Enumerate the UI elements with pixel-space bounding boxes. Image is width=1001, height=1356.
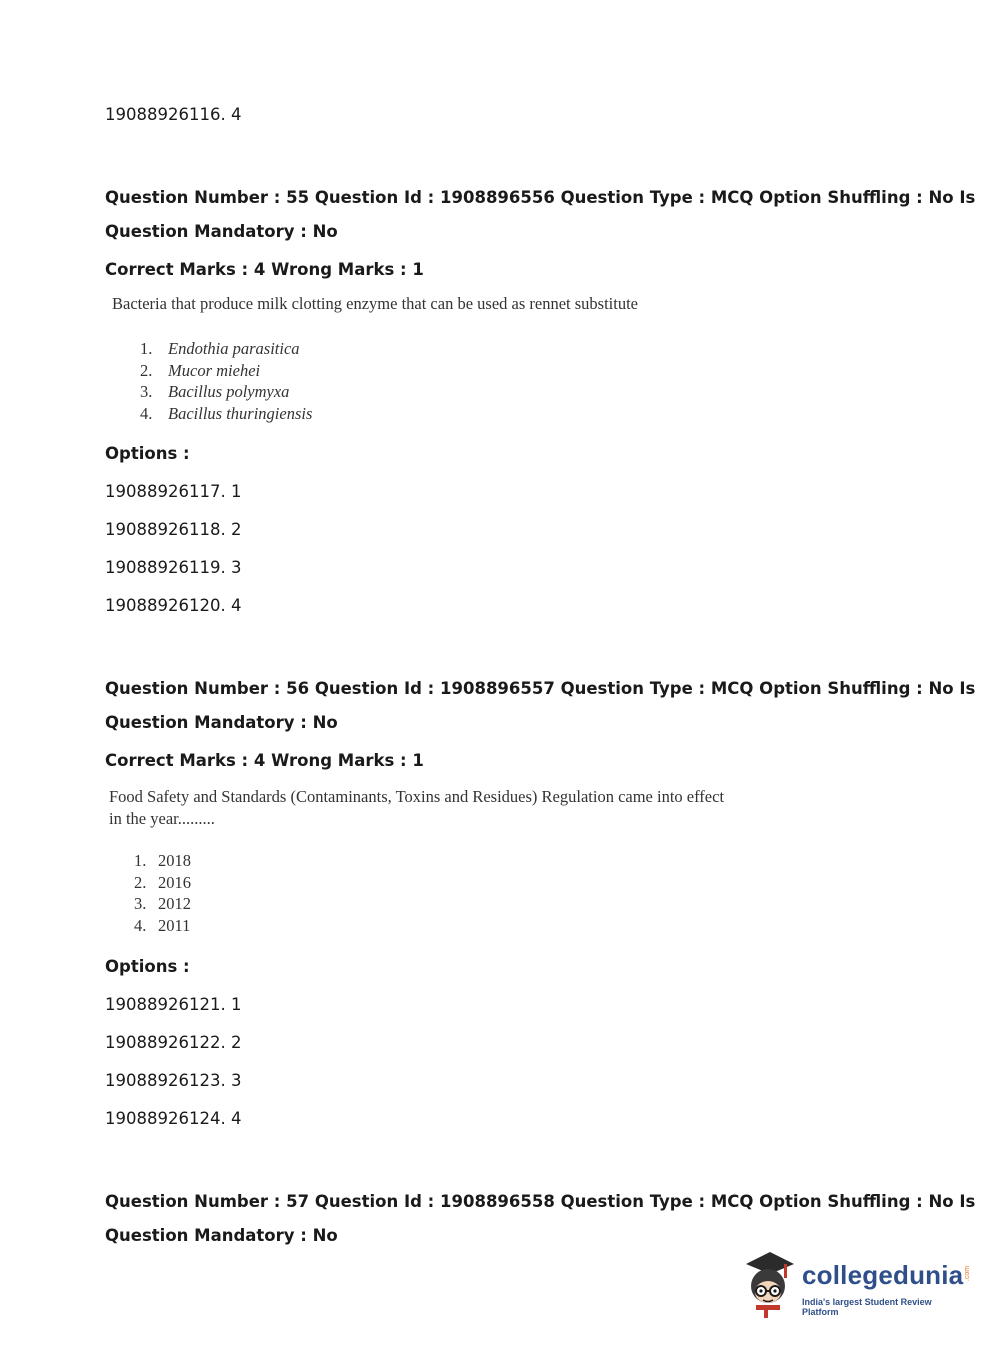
list-item: 3. 2012 — [134, 894, 191, 913]
option-q54-4: 19088926116. 4 — [105, 105, 242, 124]
q55-option-2: 19088926118. 2 — [105, 520, 242, 539]
logo-suffix: .com — [964, 1265, 972, 1282]
q55-marks: Correct Marks : 4 Wrong Marks : 1 — [105, 260, 424, 279]
q56-question-text-line2: in the year......... — [109, 809, 215, 828]
q56-question-text-line1: Food Safety and Standards (Contaminants, Toxins and Residues) Regulation came into effect — [109, 787, 725, 806]
q55-choice-list — [140, 338, 312, 424]
list-item: 4. 2011 — [134, 915, 191, 935]
logo-wordmark: collegedunia — [802, 1260, 964, 1290]
q55-header: Question Number : 55 Question Id : 1908896556 Question Type : MCQ Option Shuffling : No Is — [105, 188, 976, 207]
q56-options-label: Options : — [105, 957, 190, 976]
list-item: 1. 2018 — [134, 851, 191, 870]
list-item: 1. Endothia parasitica — [140, 339, 300, 358]
q55-options-label: Options : — [105, 444, 190, 463]
q57-mandatory: Question Mandatory : No — [105, 1226, 338, 1245]
q56-option-3: 19088926123. 3 — [105, 1071, 242, 1090]
list-item: 2. Mucor miehei — [140, 360, 261, 380]
q56-header: Question Number : 56 Question Id : 1908896557 Question Type : MCQ Option Shuffling : No Is — [105, 679, 976, 698]
q55-question-text: Bacteria that produce milk clotting enzyme that can be used as rennet substitute — [112, 294, 638, 313]
q55-mandatory: Question Mandatory : No — [105, 222, 338, 241]
q55-option-4: 19088926120. 4 — [105, 596, 242, 615]
q56-marks: Correct Marks : 4 Wrong Marks : 1 — [105, 751, 424, 770]
q56-option-4: 19088926124. 4 — [105, 1109, 242, 1128]
q55-option-1: 19088926117. 1 — [105, 482, 242, 501]
collegedunia-logo[interactable] — [740, 1250, 970, 1320]
list-item: 4. Bacillus thuringiensis — [140, 403, 313, 423]
q55-option-3: 19088926119. 3 — [105, 558, 242, 577]
list-item: 2. 2016 — [134, 872, 191, 892]
q56-mandatory: Question Mandatory : No — [105, 713, 338, 732]
q57-header: Question Number : 57 Question Id : 1908896558 Question Type : MCQ Option Shuffling : No Is — [105, 1192, 976, 1211]
q56-choice-list — [134, 850, 191, 936]
logo-tagline: India's largest Student Review Platform — [802, 1297, 932, 1317]
list-item: 3. Bacillus polymyxa — [140, 382, 290, 401]
mascot-icon — [740, 1250, 800, 1320]
q56-option-2: 19088926122. 2 — [105, 1033, 242, 1052]
q56-option-1: 19088926121. 1 — [105, 995, 242, 1014]
